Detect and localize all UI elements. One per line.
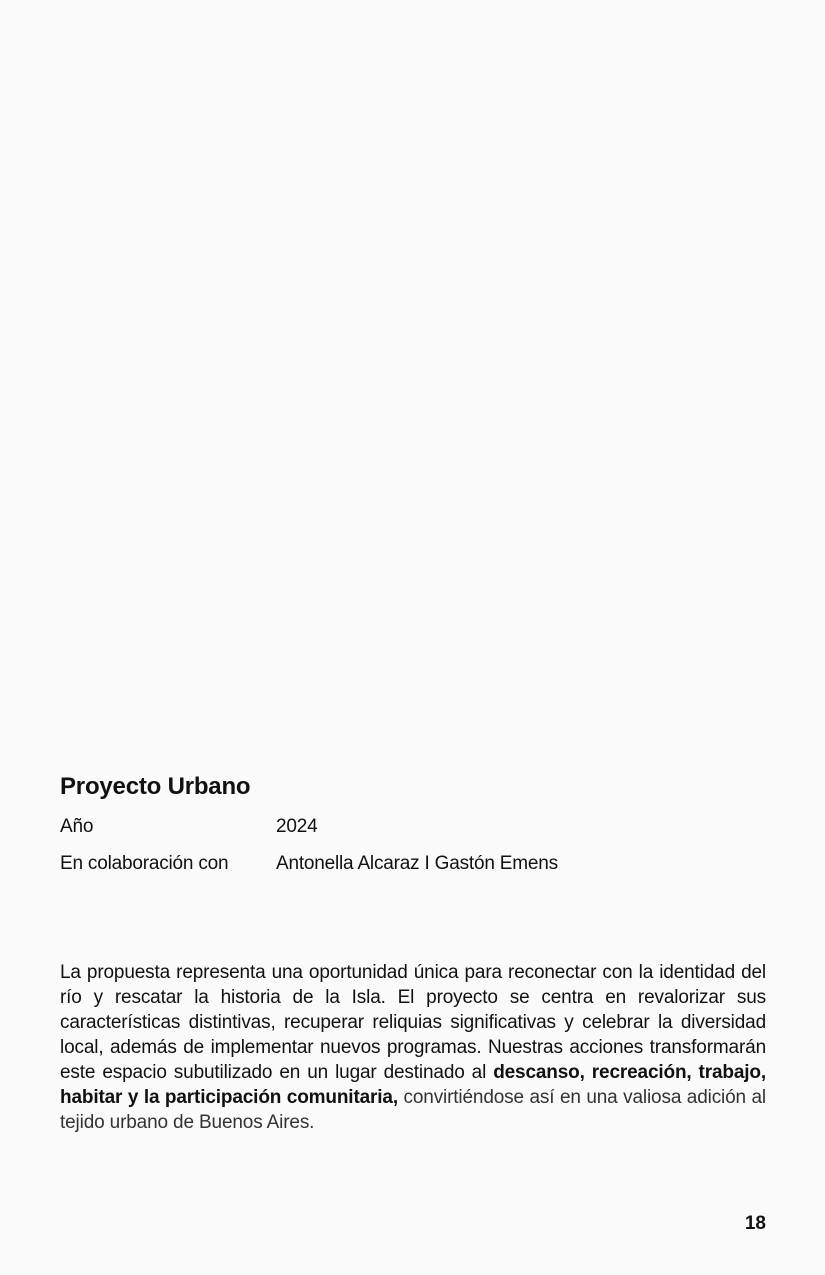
description-text-intro: La propuesta representa una oportunidad única para reconectar con la identidad del río y rescatar la historia de la Isla. El proyecto se centra en revalorizar sus características distintivas, recuperar reliquias significativas y celebrar la diversidad local, además de implementar nuevos programas. Nuestras acciones transformarán este espacio subutilizado en un lugar destinado al <box>60 962 766 1083</box>
year-value: 2024 <box>276 816 318 837</box>
collaboration-value: Antonella Alcaraz I Gastón Emens <box>276 853 558 874</box>
description-text-highlight: descanso, recreación, trabajo, habitar y la participación comunitaria, <box>60 1062 766 1108</box>
description-text-outro: convirtiéndose así en una valiosa adición al tejido urbano de Buenos Aires. <box>60 1087 767 1133</box>
project-title: Proyecto Urbano <box>60 773 251 800</box>
page-number: 18 <box>744 1213 766 1234</box>
collaboration-label: En colaboración con <box>60 853 229 874</box>
year-label: Año <box>60 816 94 837</box>
project-description <box>60 960 766 1135</box>
